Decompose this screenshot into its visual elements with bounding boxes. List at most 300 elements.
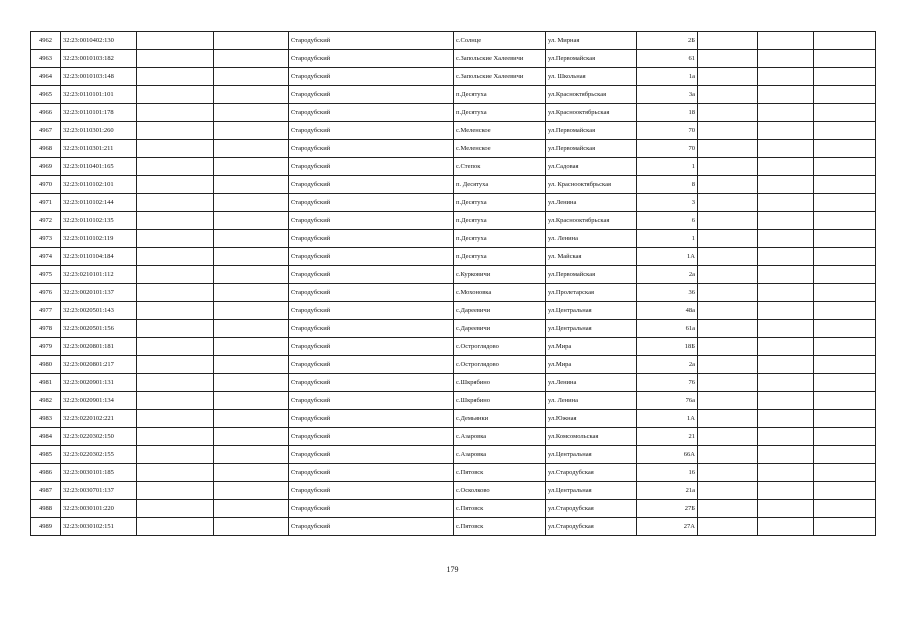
empty-cell [814, 176, 876, 194]
empty-cell [137, 50, 214, 68]
row-number-cell: 4967 [31, 122, 61, 140]
empty-cell [814, 104, 876, 122]
table-row [31, 356, 876, 374]
row-number-cell: 4969 [31, 158, 61, 176]
row-number-cell: 4982 [31, 392, 61, 410]
empty-cell [698, 356, 758, 374]
empty-cell [214, 50, 289, 68]
street-cell: ул.Краснооктябрьская [546, 212, 637, 230]
empty-cell [137, 428, 214, 446]
empty-cell [758, 320, 814, 338]
empty-cell [214, 86, 289, 104]
empty-cell [758, 356, 814, 374]
district-cell: Стародубский [289, 266, 454, 284]
district-cell: Стародубский [289, 176, 454, 194]
empty-cell [137, 338, 214, 356]
table-row [31, 140, 876, 158]
empty-cell [214, 410, 289, 428]
empty-cell [214, 482, 289, 500]
table-row [31, 446, 876, 464]
district-cell: Стародубский [289, 374, 454, 392]
empty-cell [758, 50, 814, 68]
cadastral-number-cell: 32:23:0020501:156 [61, 320, 137, 338]
house-number-cell: 1А [637, 410, 698, 428]
street-cell: ул. Школьная [546, 68, 637, 86]
district-cell: Стародубский [289, 500, 454, 518]
table-row [31, 392, 876, 410]
locality-cell: п.Десятуха [454, 104, 546, 122]
empty-cell [137, 212, 214, 230]
empty-cell [758, 482, 814, 500]
row-number-cell: 4978 [31, 320, 61, 338]
house-number-cell: 76 [637, 374, 698, 392]
empty-cell [214, 428, 289, 446]
empty-cell [758, 392, 814, 410]
street-cell: ул.Центральная [546, 446, 637, 464]
row-number-cell: 4976 [31, 284, 61, 302]
house-number-cell: 8 [637, 176, 698, 194]
street-cell: ул.Красноктябрьская [546, 86, 637, 104]
locality-cell: с.Шкрябино [454, 392, 546, 410]
street-cell: ул.Первомайская [546, 266, 637, 284]
empty-cell [758, 122, 814, 140]
empty-cell [814, 158, 876, 176]
table-row [31, 104, 876, 122]
empty-cell [698, 284, 758, 302]
empty-cell [137, 446, 214, 464]
house-number-cell: 61 [637, 50, 698, 68]
row-number-cell: 4965 [31, 86, 61, 104]
table-row [31, 464, 876, 482]
empty-cell [758, 464, 814, 482]
district-cell: Стародубский [289, 446, 454, 464]
cadastral-number-cell: 32:23:0110301:260 [61, 122, 137, 140]
empty-cell [698, 464, 758, 482]
cadastral-number-cell: 32:23:0110301:211 [61, 140, 137, 158]
cadastral-number-cell: 32:23:0110102:119 [61, 230, 137, 248]
locality-cell: п. Десятуха [454, 176, 546, 194]
row-number-cell: 4984 [31, 428, 61, 446]
empty-cell [698, 248, 758, 266]
house-number-cell: 27Б [637, 500, 698, 518]
table-row [31, 32, 876, 50]
locality-cell: с.Дареевичи [454, 302, 546, 320]
locality-cell: п.Десятуха [454, 212, 546, 230]
empty-cell [758, 374, 814, 392]
street-cell: ул.Центральная [546, 320, 637, 338]
empty-cell [758, 68, 814, 86]
empty-cell [214, 32, 289, 50]
table-row [31, 320, 876, 338]
empty-cell [758, 266, 814, 284]
empty-cell [214, 212, 289, 230]
empty-cell [214, 446, 289, 464]
district-cell: Стародубский [289, 428, 454, 446]
empty-cell [214, 320, 289, 338]
district-cell: Стародубский [289, 86, 454, 104]
street-cell: ул.Южная [546, 410, 637, 428]
street-cell: ул.Первомайская [546, 140, 637, 158]
cadastral-number-cell: 32:23:0110102:101 [61, 176, 137, 194]
district-cell: Стародубский [289, 518, 454, 536]
street-cell: ул. Ленина [546, 230, 637, 248]
row-number-cell: 4989 [31, 518, 61, 536]
empty-cell [698, 230, 758, 248]
empty-cell [214, 302, 289, 320]
row-number-cell: 4980 [31, 356, 61, 374]
empty-cell [698, 176, 758, 194]
empty-cell [698, 266, 758, 284]
locality-cell: п.Десятуха [454, 230, 546, 248]
empty-cell [814, 482, 876, 500]
locality-cell: с.Запольские Халеевичи [454, 68, 546, 86]
empty-cell [137, 32, 214, 50]
empty-cell [814, 284, 876, 302]
district-cell: Стародубский [289, 140, 454, 158]
table-row [31, 410, 876, 428]
empty-cell [698, 158, 758, 176]
street-cell: ул. Майская [546, 248, 637, 266]
empty-cell [137, 140, 214, 158]
street-cell: ул. Ленина [546, 392, 637, 410]
table-row [31, 68, 876, 86]
empty-cell [698, 320, 758, 338]
locality-cell: с.Демьянки [454, 410, 546, 428]
house-number-cell: 1 [637, 230, 698, 248]
empty-cell [698, 500, 758, 518]
street-cell: ул. Мирная [546, 32, 637, 50]
empty-cell [137, 320, 214, 338]
locality-cell: с.Меленское [454, 122, 546, 140]
house-number-cell: 61а [637, 320, 698, 338]
empty-cell [698, 86, 758, 104]
locality-cell: с.Степок [454, 158, 546, 176]
empty-cell [814, 410, 876, 428]
locality-cell: с.Солнце [454, 32, 546, 50]
cadastral-number-cell: 32:23:0010103:182 [61, 50, 137, 68]
empty-cell [814, 320, 876, 338]
cadastral-number-cell: 32:23:0110102:135 [61, 212, 137, 230]
house-number-cell: 3а [637, 86, 698, 104]
cadastral-number-cell: 32:23:0030701:137 [61, 482, 137, 500]
district-cell: Стародубский [289, 392, 454, 410]
row-number-cell: 4985 [31, 446, 61, 464]
empty-cell [758, 338, 814, 356]
empty-cell [698, 374, 758, 392]
street-cell: ул.Ленина [546, 194, 637, 212]
locality-cell: с.Запольские Халеевичи [454, 50, 546, 68]
house-number-cell: 21а [637, 482, 698, 500]
row-number-cell: 4974 [31, 248, 61, 266]
empty-cell [698, 32, 758, 50]
district-cell: Стародубский [289, 248, 454, 266]
locality-cell: с.Дареевичи [454, 320, 546, 338]
empty-cell [698, 194, 758, 212]
street-cell: ул.Стародубская [546, 464, 637, 482]
empty-cell [137, 104, 214, 122]
empty-cell [214, 158, 289, 176]
empty-cell [814, 86, 876, 104]
locality-cell: п.Десятуха [454, 194, 546, 212]
cadastral-number-cell: 32:23:0110401:165 [61, 158, 137, 176]
empty-cell [698, 482, 758, 500]
table-row [31, 194, 876, 212]
table-row [31, 338, 876, 356]
property-register-table [30, 31, 876, 536]
empty-cell [698, 212, 758, 230]
house-number-cell: 1а [637, 68, 698, 86]
cadastral-number-cell: 32:23:0110101:101 [61, 86, 137, 104]
empty-cell [758, 140, 814, 158]
street-cell: ул.Пролетарская [546, 284, 637, 302]
row-number-cell: 4973 [31, 230, 61, 248]
empty-cell [698, 122, 758, 140]
street-cell: ул.Мира [546, 338, 637, 356]
cadastral-number-cell: 32:23:0010103:148 [61, 68, 137, 86]
empty-cell [698, 392, 758, 410]
empty-cell [814, 248, 876, 266]
empty-cell [758, 518, 814, 536]
house-number-cell: 48а [637, 302, 698, 320]
table-row [31, 248, 876, 266]
empty-cell [814, 374, 876, 392]
row-number-cell: 4975 [31, 266, 61, 284]
table-row [31, 158, 876, 176]
house-number-cell: 2а [637, 356, 698, 374]
empty-cell [758, 104, 814, 122]
locality-cell: с.Пятовск [454, 518, 546, 536]
house-number-cell: 18 [637, 104, 698, 122]
table-row [31, 50, 876, 68]
house-number-cell: 16 [637, 464, 698, 482]
empty-cell [758, 86, 814, 104]
empty-cell [214, 374, 289, 392]
cadastral-number-cell: 32:23:0020801:217 [61, 356, 137, 374]
empty-cell [758, 446, 814, 464]
empty-cell [758, 32, 814, 50]
empty-cell [137, 158, 214, 176]
page-number: 179 [446, 565, 459, 574]
empty-cell [214, 104, 289, 122]
table-row [31, 500, 876, 518]
empty-cell [137, 194, 214, 212]
empty-cell [814, 464, 876, 482]
house-number-cell: 18Б [637, 338, 698, 356]
empty-cell [814, 518, 876, 536]
table-row [31, 482, 876, 500]
empty-cell [758, 212, 814, 230]
locality-cell: с.Пятовск [454, 500, 546, 518]
district-cell: Стародубский [289, 482, 454, 500]
empty-cell [214, 500, 289, 518]
empty-cell [758, 428, 814, 446]
locality-cell: с.Азаровка [454, 446, 546, 464]
empty-cell [814, 212, 876, 230]
house-number-cell: 3 [637, 194, 698, 212]
table-body [31, 32, 876, 536]
cadastral-number-cell: 32:23:0020501:143 [61, 302, 137, 320]
table-row [31, 122, 876, 140]
house-number-cell: 36 [637, 284, 698, 302]
table-row [31, 230, 876, 248]
empty-cell [137, 374, 214, 392]
district-cell: Стародубский [289, 32, 454, 50]
street-cell: ул.Стародубская [546, 518, 637, 536]
empty-cell [137, 302, 214, 320]
street-cell: ул.Краснооктябрьская [546, 104, 637, 122]
empty-cell [814, 68, 876, 86]
row-number-cell: 4968 [31, 140, 61, 158]
cadastral-number-cell: 32:23:0220102:221 [61, 410, 137, 428]
empty-cell [758, 302, 814, 320]
table-row [31, 284, 876, 302]
empty-cell [814, 500, 876, 518]
empty-cell [814, 122, 876, 140]
empty-cell [214, 230, 289, 248]
row-number-cell: 4987 [31, 482, 61, 500]
empty-cell [137, 86, 214, 104]
empty-cell [814, 446, 876, 464]
locality-cell: с.Меленское [454, 140, 546, 158]
empty-cell [758, 500, 814, 518]
row-number-cell: 4962 [31, 32, 61, 50]
street-cell: ул.Первомайская [546, 122, 637, 140]
cadastral-number-cell: 32:23:0220302:150 [61, 428, 137, 446]
house-number-cell: 2Б [637, 32, 698, 50]
street-cell: ул.Мира [546, 356, 637, 374]
cadastral-number-cell: 32:23:0110102:144 [61, 194, 137, 212]
empty-cell [814, 392, 876, 410]
street-cell: ул.Первомайская [546, 50, 637, 68]
cadastral-number-cell: 32:23:0030101:220 [61, 500, 137, 518]
empty-cell [814, 140, 876, 158]
empty-cell [137, 176, 214, 194]
empty-cell [137, 230, 214, 248]
district-cell: Стародубский [289, 122, 454, 140]
empty-cell [137, 356, 214, 374]
empty-cell [214, 284, 289, 302]
cadastral-number-cell: 32:23:0030102:151 [61, 518, 137, 536]
locality-cell: с.Остроглядово [454, 338, 546, 356]
empty-cell [698, 104, 758, 122]
empty-cell [814, 428, 876, 446]
table-row [31, 428, 876, 446]
empty-cell [214, 392, 289, 410]
cadastral-number-cell: 32:23:0110104:184 [61, 248, 137, 266]
locality-cell: с.Мохоновка [454, 284, 546, 302]
district-cell: Стародубский [289, 320, 454, 338]
locality-cell: п.Десятуха [454, 86, 546, 104]
table-row [31, 374, 876, 392]
empty-cell [758, 410, 814, 428]
district-cell: Стародубский [289, 230, 454, 248]
district-cell: Стародубский [289, 104, 454, 122]
empty-cell [137, 410, 214, 428]
district-cell: Стародубский [289, 68, 454, 86]
street-cell: ул.Комсомольская [546, 428, 637, 446]
house-number-cell: 1А [637, 248, 698, 266]
street-cell: ул.Центральная [546, 302, 637, 320]
empty-cell [814, 32, 876, 50]
empty-cell [137, 248, 214, 266]
cadastral-number-cell: 32:23:0110101:178 [61, 104, 137, 122]
empty-cell [698, 302, 758, 320]
cadastral-number-cell: 32:23:0030101:185 [61, 464, 137, 482]
empty-cell [814, 356, 876, 374]
empty-cell [758, 176, 814, 194]
empty-cell [214, 266, 289, 284]
cadastral-number-cell: 32:23:0020101:137 [61, 284, 137, 302]
cadastral-number-cell: 32:23:0020801:181 [61, 338, 137, 356]
street-cell: ул.Садовая [546, 158, 637, 176]
locality-cell: с.Шкрябино [454, 374, 546, 392]
cadastral-number-cell: 32:23:0020901:131 [61, 374, 137, 392]
locality-cell: п.Десятуха [454, 248, 546, 266]
district-cell: Стародубский [289, 284, 454, 302]
empty-cell [214, 68, 289, 86]
empty-cell [758, 248, 814, 266]
empty-cell [698, 428, 758, 446]
locality-cell: с.Азаровка [454, 428, 546, 446]
house-number-cell: 66А [637, 446, 698, 464]
empty-cell [814, 338, 876, 356]
empty-cell [814, 194, 876, 212]
empty-cell [214, 122, 289, 140]
empty-cell [698, 68, 758, 86]
row-number-cell: 4970 [31, 176, 61, 194]
row-number-cell: 4971 [31, 194, 61, 212]
house-number-cell: 27А [637, 518, 698, 536]
row-number-cell: 4964 [31, 68, 61, 86]
table-row [31, 266, 876, 284]
house-number-cell: 70 [637, 122, 698, 140]
empty-cell [698, 50, 758, 68]
empty-cell [137, 482, 214, 500]
cadastral-number-cell: 32:23:0010402:130 [61, 32, 137, 50]
empty-cell [698, 518, 758, 536]
empty-cell [758, 230, 814, 248]
street-cell: ул.Ленина [546, 374, 637, 392]
district-cell: Стародубский [289, 338, 454, 356]
house-number-cell: 76а [637, 392, 698, 410]
row-number-cell: 4983 [31, 410, 61, 428]
cadastral-number-cell: 32:23:0020901:134 [61, 392, 137, 410]
empty-cell [698, 140, 758, 158]
table-row [31, 302, 876, 320]
district-cell: Стародубский [289, 158, 454, 176]
empty-cell [758, 158, 814, 176]
empty-cell [814, 230, 876, 248]
locality-cell: с.Остроглядово [454, 356, 546, 374]
empty-cell [137, 500, 214, 518]
house-number-cell: 6 [637, 212, 698, 230]
row-number-cell: 4981 [31, 374, 61, 392]
house-number-cell: 70 [637, 140, 698, 158]
empty-cell [698, 338, 758, 356]
street-cell: ул.Стародубская [546, 500, 637, 518]
district-cell: Стародубский [289, 302, 454, 320]
empty-cell [214, 338, 289, 356]
empty-cell [137, 392, 214, 410]
empty-cell [214, 194, 289, 212]
house-number-cell: 2а [637, 266, 698, 284]
empty-cell [814, 266, 876, 284]
street-cell: ул.Центральная [546, 482, 637, 500]
table-row [31, 518, 876, 536]
locality-cell: с.Курковичи [454, 266, 546, 284]
empty-cell [214, 176, 289, 194]
district-cell: Стародубский [289, 194, 454, 212]
